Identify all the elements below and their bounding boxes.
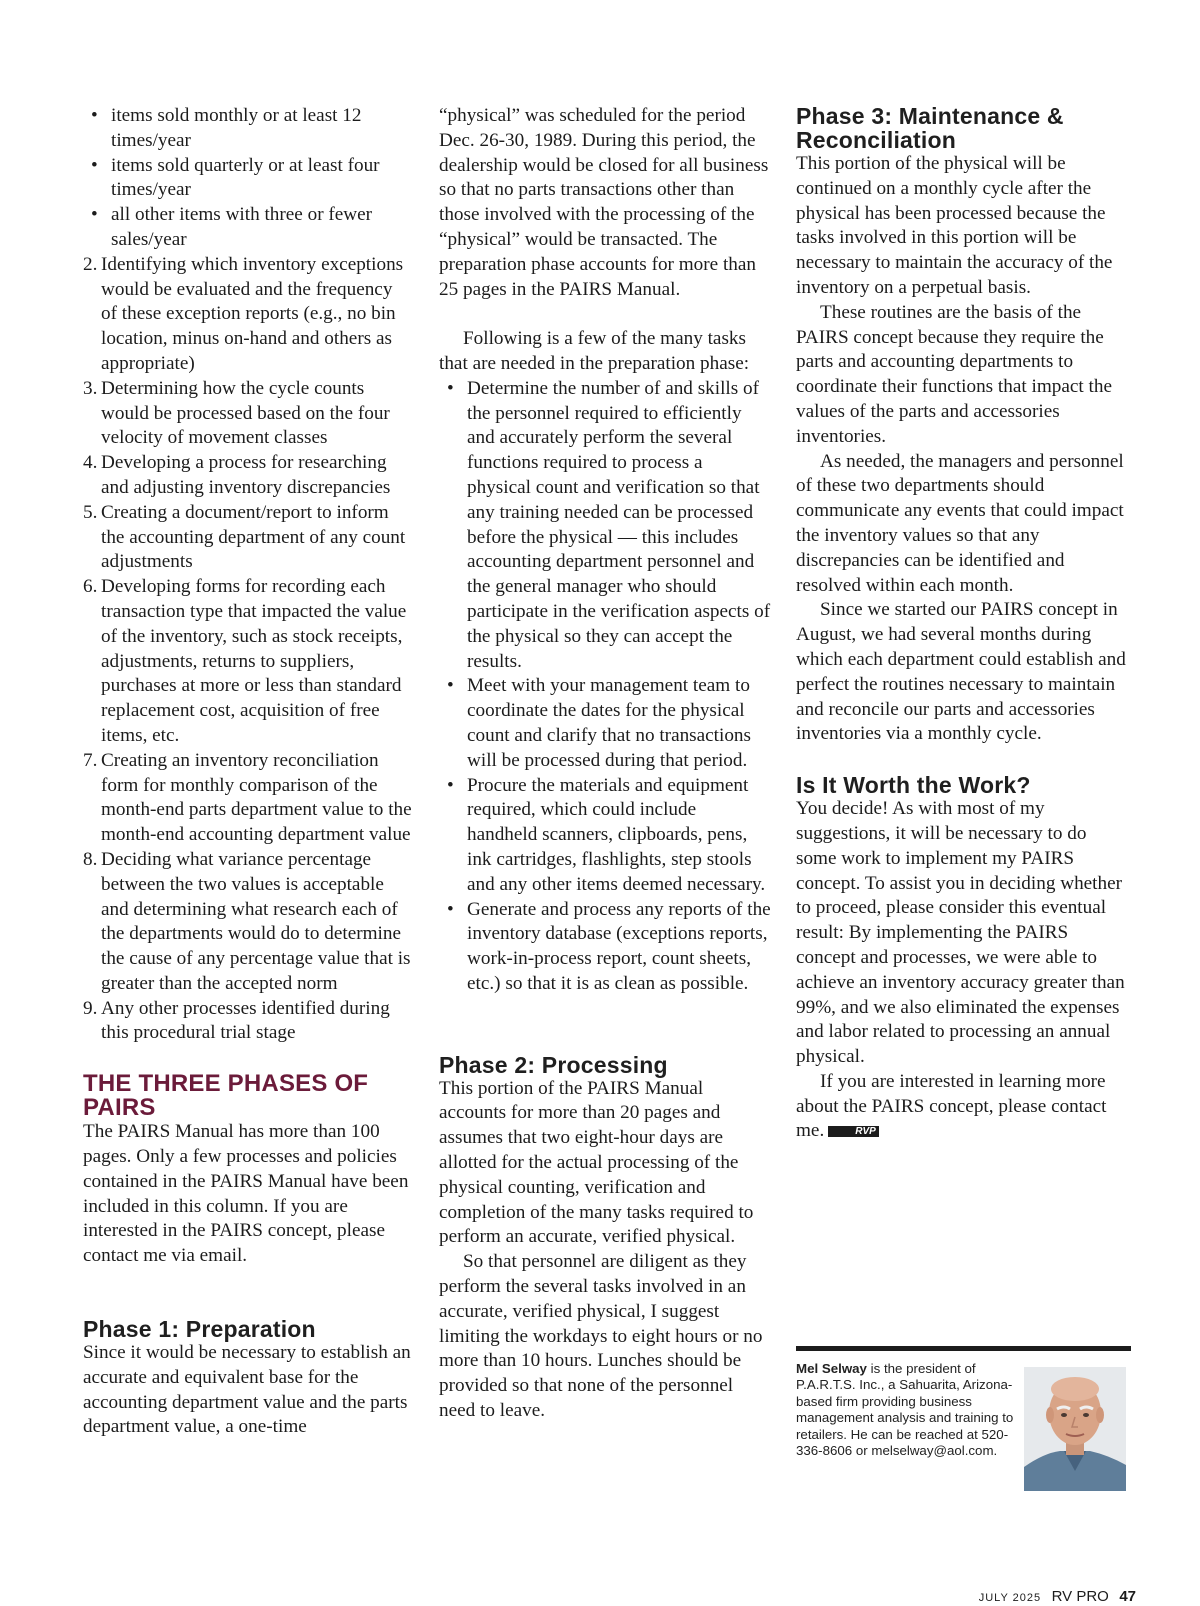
item-text: Developing a process for researching and adjusting inventory discrepancies (101, 452, 391, 498)
list-item (83, 451, 413, 501)
worth-heading: Is It Worth the Work? (796, 772, 1031, 799)
procedure-list (83, 253, 413, 1047)
list-item (83, 997, 413, 1047)
list-item (83, 848, 413, 997)
paragraph (796, 1070, 1128, 1144)
author-photo (1024, 1367, 1126, 1491)
list-item: • Meet with your management team to coordinate the dates for the physical count and clarify that no transactions will be processed during that period. (439, 674, 771, 773)
list-item: • items sold quarterly or at least four times/year (83, 154, 413, 204)
paragraph: “physical” was scheduled for the period Dec. 26-30, 1989. During this period, the dealership would be closed for all business so that no parts transactions other than those involved with the processing of the “physical” would be transacted. The preparation phase accounts for more than 25 pages in the PAIRS Manual. (439, 105, 769, 300)
page-number: 47 (1119, 1588, 1136, 1605)
list-item: • Procure the materials and equipment required, which could include handheld scanners, clipboards, pens, ink cartridges, flashlights, step stools and any other items deemed necessary. (439, 774, 771, 898)
paragraph: These routines are the basis of the PAIRS concept because they require the parts and accounting departments to coordinate their functions that impact the values of the parts and accessories inventories. (796, 301, 1112, 447)
footer-inner (979, 1588, 1136, 1606)
list-item (83, 253, 413, 377)
author-bio (796, 1346, 1131, 1459)
column-1 (83, 104, 413, 1440)
issue-date: JULY 2025 (978, 1592, 1042, 1604)
closing-text: If you are interested in learning more about the PAIRS concept, please contact me. (796, 1070, 1107, 1142)
list-item (83, 749, 413, 848)
list-item: • Determine the number of and skills of the personnel required to efficiently and accurately perform the several functions required to process a physical count and verification so that any training needed can be processed before the physical — this includes accounting department personnel and the general manager who should participate in the verification aspects of the physical so they can accept the results. (439, 377, 771, 675)
item-text: Creating a document/report to inform the accounting department of any count adjustments (101, 501, 406, 573)
item-text: Any other processes identified during this procedural trial stage (101, 997, 390, 1044)
item-number: 5. (83, 501, 98, 523)
paragraph: This portion of the physical will be continued on a monthly cycle after the physical has been processed because the tasks involved in this portion will be necessary to maintain the accuracy of the inventory on a perpetual basis. (796, 153, 1113, 298)
item-number: 2. (83, 253, 98, 275)
paragraph: Following is a few of the many tasks that are needed in the preparation phase: (439, 328, 750, 374)
task-list (439, 377, 771, 997)
paragraph: You decide! As with most of my suggestions, it will be necessary to do some work to implement my PAIRS concept. To assist you in deciding whether to proceed, please consider this eventual result: By implementing the PAIRS concept and processes, we were able to achieve an inventory accuracy greater than 99%, and we also eliminated the expenses and labor related to processing an annual physical. (796, 798, 1125, 1068)
rvp-end-mark-icon: RVP (828, 1126, 879, 1137)
magazine-name: RV PRO (1051, 1588, 1109, 1605)
item-number: 6. (83, 576, 98, 598)
list-item (83, 575, 413, 749)
item-text: Creating an inventory reconciliation form for monthly comparison of the month-end parts department value to the month-end accounting department value (101, 749, 412, 846)
paragraph: Since we started our PAIRS concept in August, we had several months during which each department could establish and perfect the routines necessary to maintain and reconcile our parts and accessories inventories via a monthly cycle. (796, 599, 1126, 745)
item-number: 4. (83, 452, 98, 474)
list-item (83, 377, 413, 451)
phase2-heading: Phase 2: Processing (439, 1051, 668, 1078)
item-number: 7. (83, 749, 98, 771)
bio-text (796, 1361, 1016, 1459)
item-text: Developing forms for recording each transaction type that impacted the value of the inventory, such as stock receipts, adjustments, returns to suppliers, purchases at more or less than standard replacement cost, acquisition of free items, etc. (101, 576, 407, 746)
column-3 (796, 104, 1128, 1144)
item-text: Deciding what variance percentage between the two values is acceptable and determining what research each of the departments would do to determine the cause of any percentage value that is greater than the accepted norm (101, 848, 411, 994)
item-number: 3. (83, 377, 98, 399)
column-2 (439, 104, 771, 1424)
paragraph: As needed, the managers and personnel of these two departments should communicate any events that could impact the inventory values so that any discrepancies can be identified and resolved within each month. (796, 450, 1124, 596)
item-number: 9. (83, 997, 98, 1019)
list-item: • Generate and process any reports of the inventory database (exceptions reports, work-in-process report, count sheets, etc.) so that it is as clean as possible. (439, 898, 771, 997)
phase3-heading: Phase 3: Maintenance & Reconciliation (796, 103, 1064, 153)
velocity-class-list (83, 104, 413, 253)
author-name: Mel Selway (796, 1361, 867, 1376)
paragraph: The PAIRS Manual has more than 100 pages. Only a few processes and policies contained in the PAIRS Manual have been included in this column. If you are interested in the PAIRS concept, please contact me via email. (83, 1121, 409, 1267)
bio-description: is the president of P.A.R.T.S. Inc., a Sahuarita, Arizona-based firm providing business management analysis and training to retailers. He can be reached at 520-336-8606 or melselway@aol.com. (796, 1361, 1014, 1459)
paragraph: So that personnel are diligent as they perform the several tasks involved in an accurate, verified physical, I suggest limiting the workdays to eight hours or no more than 10 hours. Lunches should be provided so that none of the personnel need to leave. (439, 1251, 763, 1422)
item-number: 8. (83, 848, 98, 870)
item-text: Identifying which inventory exceptions would be evaluated and the frequency of these exception reports (e.g., no bin location, minus on-hand and others as appropriate) (101, 253, 404, 374)
paragraph: This portion of the PAIRS Manual accounts for more than 20 pages and assumes that two eight-hour days are allotted for the actual processing of the physical counting, verification and completion of the many tasks required to perform an accurate, verified physical. (439, 1077, 754, 1248)
item-text: Determining how the cycle counts would be processed based on the four velocity of movement classes (101, 377, 390, 449)
paragraph: Since it would be necessary to establish an accurate and equivalent base for the accounting department value and the parts department value, a one-time (83, 1342, 411, 1438)
list-item: • items sold monthly or at least 12 times/year (83, 104, 413, 154)
list-item: • all other items with three or fewer sales/year (83, 203, 413, 253)
list-item (83, 501, 413, 575)
section-heading-three-phases: THE THREE PHASES OF PAIRS (83, 1070, 369, 1122)
phase1-heading: Phase 1: Preparation (83, 1316, 316, 1343)
